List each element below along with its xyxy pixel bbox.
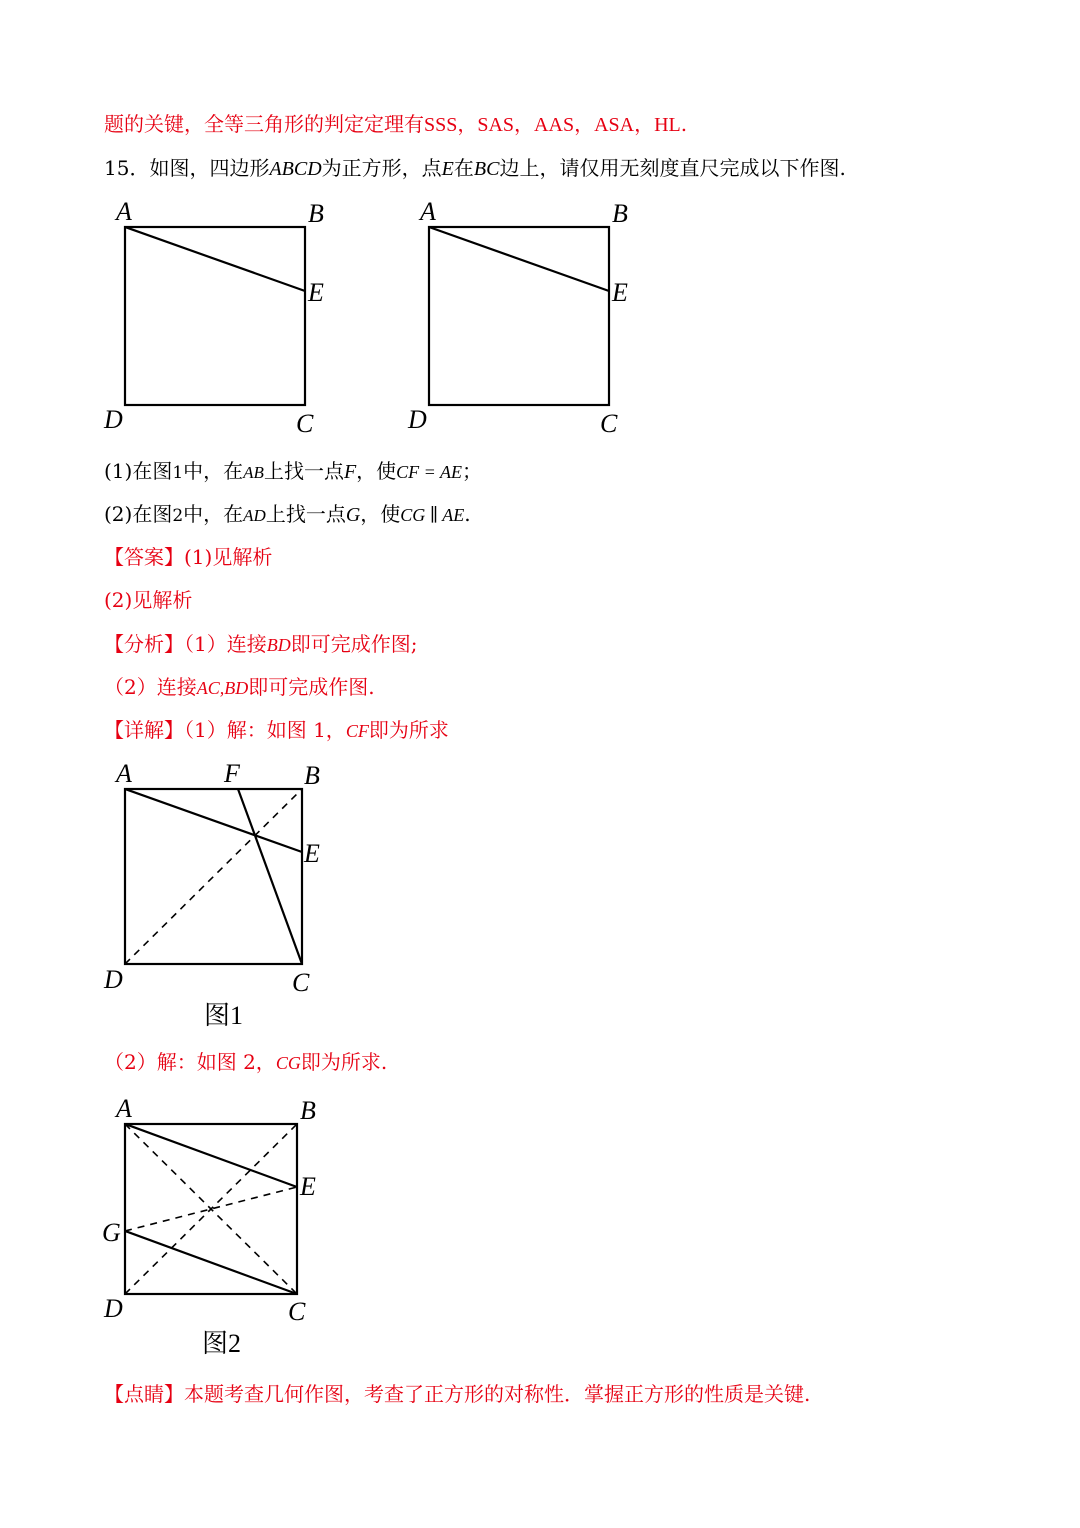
answer-line-2 [104, 586, 192, 614]
label-a: A [116, 197, 132, 226]
label-e: E [304, 839, 320, 868]
diagonal-bd [125, 1124, 297, 1294]
answer-2: (2)见解析 [104, 588, 193, 612]
intro-line [104, 110, 687, 139]
detail-2-text-a: （2）解：如图 2， [104, 1050, 276, 1074]
problem-text-3: 在 [453, 156, 474, 180]
sub2-text-e: . [464, 502, 471, 526]
analysis-tag: 【分析】 [104, 632, 184, 656]
quad-name: ABCD [269, 158, 322, 180]
label-a: A [116, 1094, 132, 1123]
detail-1-segment: CF [345, 721, 369, 741]
problem-figure-right [404, 198, 644, 438]
label-b: B [612, 199, 628, 228]
analysis-line-1 [104, 630, 417, 659]
analysis-1-segment: BD [266, 635, 291, 655]
label-e: E [308, 278, 324, 307]
sub1-text-e: ； [461, 459, 482, 483]
segment-ae [125, 227, 305, 291]
label-d: D [104, 405, 123, 434]
solution-figure-2 [100, 1095, 340, 1375]
sub2-text-d: ，使 [360, 502, 401, 526]
answer-tag: 【答案】 [104, 545, 184, 569]
segment-cg [125, 1231, 297, 1294]
label-e: E [612, 278, 628, 307]
label-c: C [292, 968, 310, 997]
label-b: B [308, 199, 324, 228]
label-b: B [304, 761, 320, 790]
label-a: A [420, 197, 436, 226]
label-a: A [116, 759, 132, 788]
problem-number: 15． [104, 156, 150, 180]
comment-text: 本题考查几何作图，考查了正方形的对称性．掌握正方形的性质是关键. [184, 1382, 811, 1406]
sub2-equation: CG ∥ AE [400, 505, 465, 525]
label-c: C [600, 409, 618, 438]
problem-text-4: 边上，请仅用无刻度直尺完成以下作图. [499, 156, 846, 180]
detail-2-segment: CG [275, 1053, 301, 1073]
detail-line-1 [104, 716, 449, 745]
sub-question-1 [104, 457, 482, 487]
label-c: C [288, 1297, 306, 1326]
side-name: BC [473, 158, 500, 180]
analysis-2-text-a: （2）连接 [104, 675, 197, 699]
diagonal-bd [125, 789, 302, 964]
analysis-2-text-b: 即可完成作图. [248, 675, 375, 699]
point-e-name: E [441, 158, 454, 180]
sub1-text-b: 中，在 [183, 459, 244, 483]
intro-text: 题的关键，全等三角形的判定定理有 [104, 112, 424, 136]
label-f: F [224, 759, 240, 788]
analysis-line-2 [104, 673, 375, 702]
solution-figure-1 [100, 760, 340, 1040]
analysis-2-segment: AC,BD [196, 678, 249, 698]
answer-1: (1)见解析 [184, 545, 273, 569]
sub2-text-c: 上找一点 [265, 502, 346, 526]
square-outline [125, 227, 305, 405]
sub1-fig-num: 1 [172, 463, 184, 483]
sub1-segment: AB [243, 463, 264, 482]
label-c: C [296, 409, 314, 438]
sub2-point: G [345, 504, 361, 526]
sub-question-2 [104, 500, 471, 530]
detail-1-text-b: 即为所求 [368, 718, 449, 742]
sub1-text-a: (1)在图 [104, 459, 173, 483]
problem-figure-left [100, 198, 340, 438]
sub1-equation: CF = AE [396, 462, 462, 482]
sub1-point: F [343, 461, 357, 483]
label-e: E [300, 1172, 316, 1201]
label-d: D [408, 405, 427, 434]
comment-line [104, 1380, 810, 1408]
sub2-text-b: 中，在 [183, 502, 244, 526]
segment-ae [125, 789, 302, 852]
detail-2-text-b: 即为所求. [300, 1050, 388, 1074]
comment-tag: 【点睛】 [104, 1382, 184, 1406]
theorem-list: SSS，SAS，AAS，ASA，HL [424, 114, 681, 136]
detail-line-2 [104, 1048, 387, 1077]
detail-1-text-a: （1）解：如图 1， [184, 718, 346, 742]
figure-1-caption: 图1 [204, 1001, 244, 1030]
analysis-1-text-b: 即可完成作图; [290, 632, 418, 656]
problem-text-2: 为正方形，点 [321, 156, 442, 180]
analysis-1-text-a: （1）连接 [184, 632, 267, 656]
detail-tag: 【详解】 [104, 718, 184, 742]
figure-2-caption: 图2 [202, 1329, 242, 1358]
square-outline [429, 227, 609, 405]
sub2-segment: AD [243, 506, 266, 525]
label-b: B [300, 1096, 316, 1125]
segment-ae [429, 227, 609, 291]
label-g: G [102, 1218, 121, 1247]
label-d: D [104, 1294, 123, 1323]
segment-ae [125, 1124, 297, 1187]
segment-cf [238, 789, 302, 964]
label-d: D [104, 965, 123, 994]
answer-line-1 [104, 543, 272, 571]
sub2-fig-num: 2 [172, 506, 184, 526]
sub1-text-d: ，使 [356, 459, 397, 483]
problem-text-1: 如图，四边形 [149, 156, 270, 180]
intro-end: . [680, 112, 688, 136]
problem-statement [104, 154, 846, 183]
sub1-text-c: 上找一点 [263, 459, 344, 483]
sub2-text-a: (2)在图 [104, 502, 173, 526]
